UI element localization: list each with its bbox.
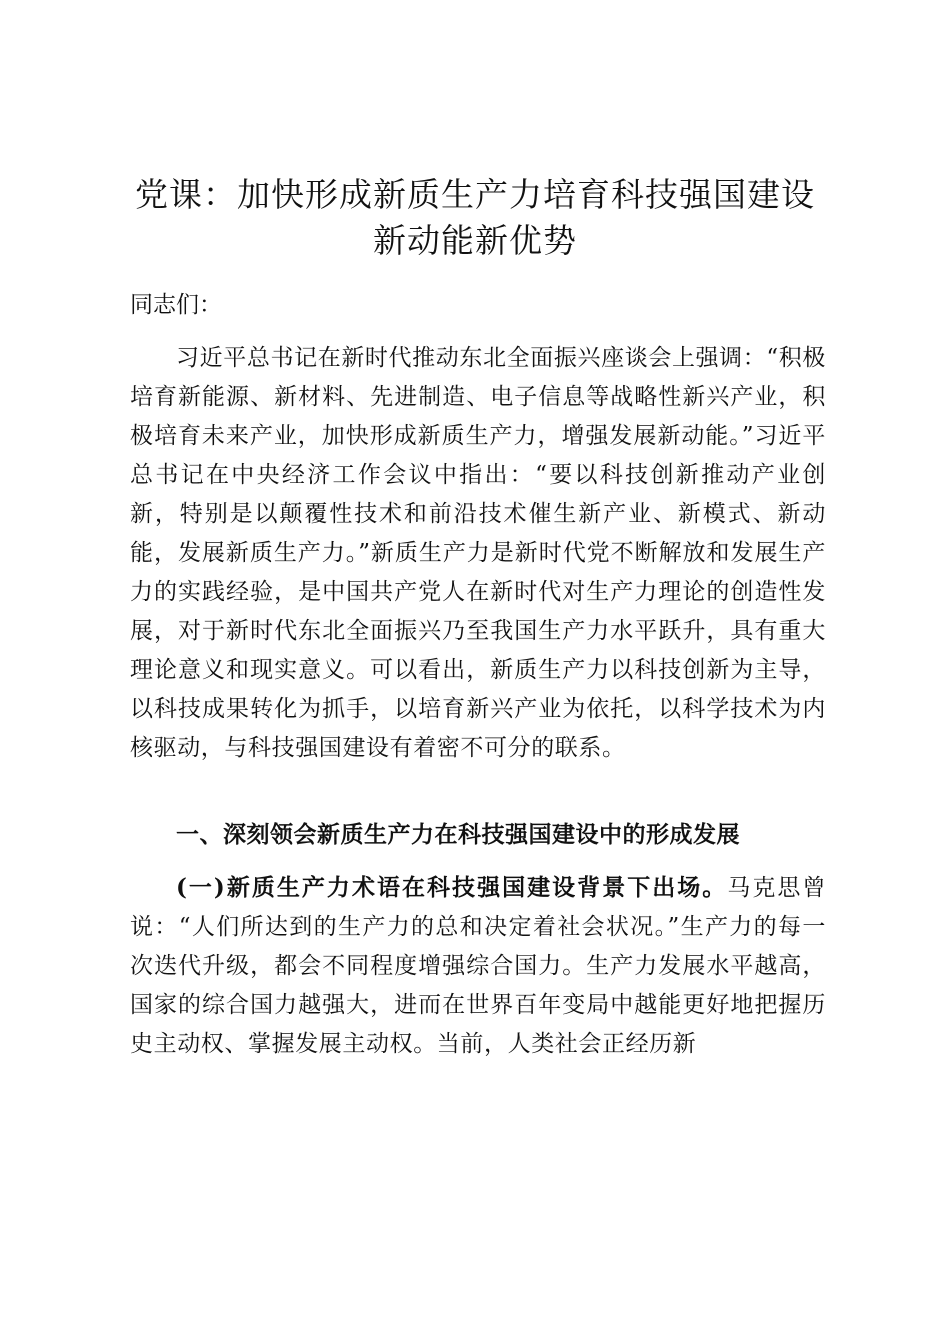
section-heading-1: 一、深刻领会新质生产力在科技强国建设中的形成发展 (176, 822, 740, 848)
paragraph-section-1-1 (130, 868, 826, 1064)
document-title (110, 172, 840, 264)
paragraph-intro: 习近平总书记在新时代推动东北全面振兴座谈会上强调：“积极培育新能源、新材料、先进制造、电子信息等战略性新兴产业，积极培育未来产业，加快形成新质生产力，增强发展新动能。”习近平总书记在中央经济工作会议中指出：“要以科技创新推动产业创新，特别是以颠覆性技术和前沿技术催生新产业、新模式、新动能，发展新质生产力。”新质生产力是新时代党不断解放和发展生产力的实践经验，是中国共产党人在新时代对生产力理论的创造性发展，对于新时代东北全面振兴乃至我国生产力水平跃升，具有重大理论意义和现实意义。可以看出，新质生产力以科技创新为主导，以科技成果转化为抓手，以培育新兴产业为依托，以科学技术为内核驱动，与科技强国建设有着密不可分的联系。 (130, 345, 826, 761)
subsection-lead: (一)新质生产力术语在科技强国建设背景下出场。 (176, 874, 728, 901)
salutation: 同志们： (130, 292, 222, 318)
title-line-1: 党课：加快形成新质生产力培育科技强国建设 (135, 175, 815, 214)
subsection-body: 马克思曾说：“人们所达到的生产力的总和决定着社会状况。”生产力的每一次迭代升级，都会不同程度增强综合国力。生产力发展水平越高，国家的综合国力越强大，进而在世界百年变局中越能更好地把握历史主动权、掌握发展主动权。当前，人类社会正经历新 (130, 875, 826, 1057)
title-line-2: 新动能新优势 (373, 221, 577, 260)
